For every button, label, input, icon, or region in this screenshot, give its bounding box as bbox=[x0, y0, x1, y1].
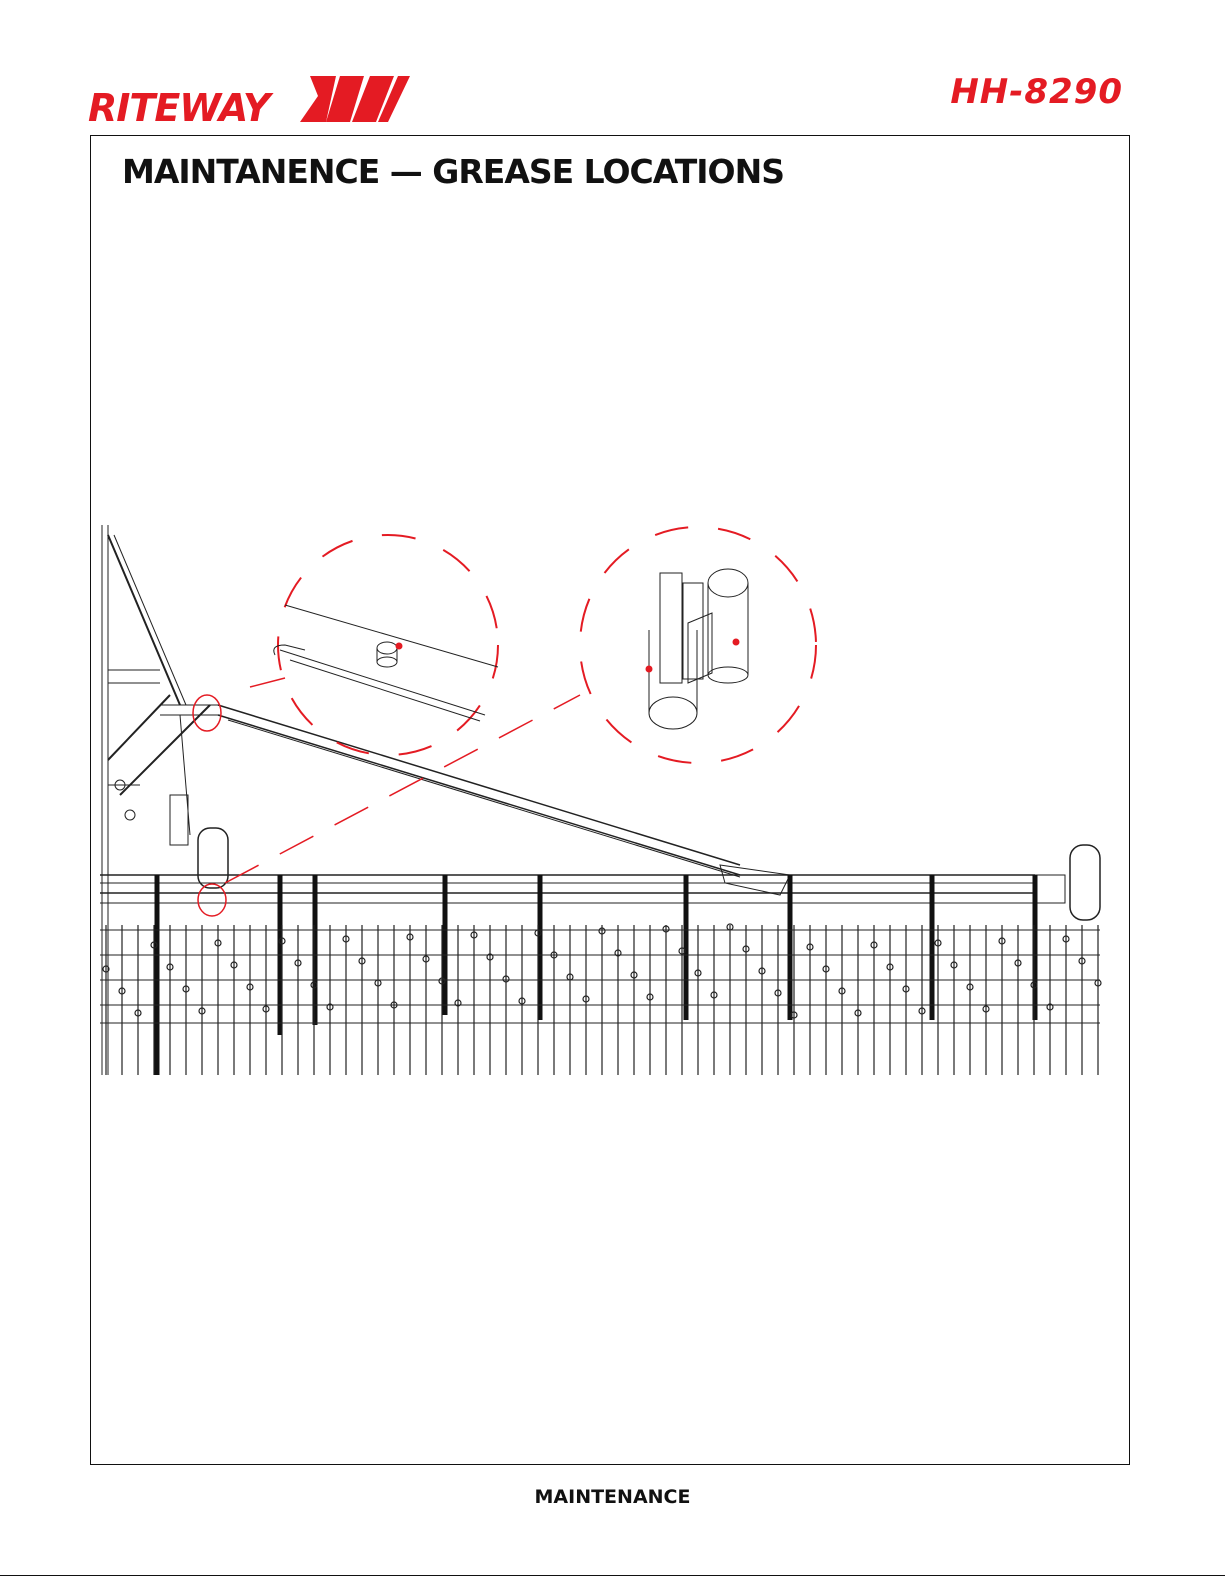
hitch-pivot-detail bbox=[274, 535, 498, 755]
harrow-drawing bbox=[100, 515, 1110, 1095]
grease-fitting-icon bbox=[396, 643, 402, 649]
left-wheel bbox=[198, 828, 228, 888]
page-footer: MAINTENANCE bbox=[534, 1486, 691, 1508]
grease-fitting-icon bbox=[733, 639, 739, 645]
svg-text:RITEWAY: RITEWAY bbox=[88, 86, 270, 130]
riteway-chevrons-icon bbox=[300, 76, 410, 122]
draw-bar bbox=[218, 705, 790, 895]
grease-fitting-icon bbox=[646, 666, 652, 672]
model-number: HH-8290 bbox=[950, 72, 1123, 112]
harrow-tines bbox=[100, 924, 1101, 1075]
bottom-rule bbox=[0, 1575, 1225, 1576]
wheel-arm-detail bbox=[580, 527, 816, 763]
callout-leaders bbox=[225, 678, 580, 883]
page-title: MAINTANENCE — GREASE LOCATIONS bbox=[122, 152, 784, 191]
tool-bar bbox=[100, 875, 1065, 903]
cross-members bbox=[157, 875, 1035, 1075]
right-wheel bbox=[1070, 845, 1100, 920]
riteway-logo bbox=[88, 68, 418, 130]
